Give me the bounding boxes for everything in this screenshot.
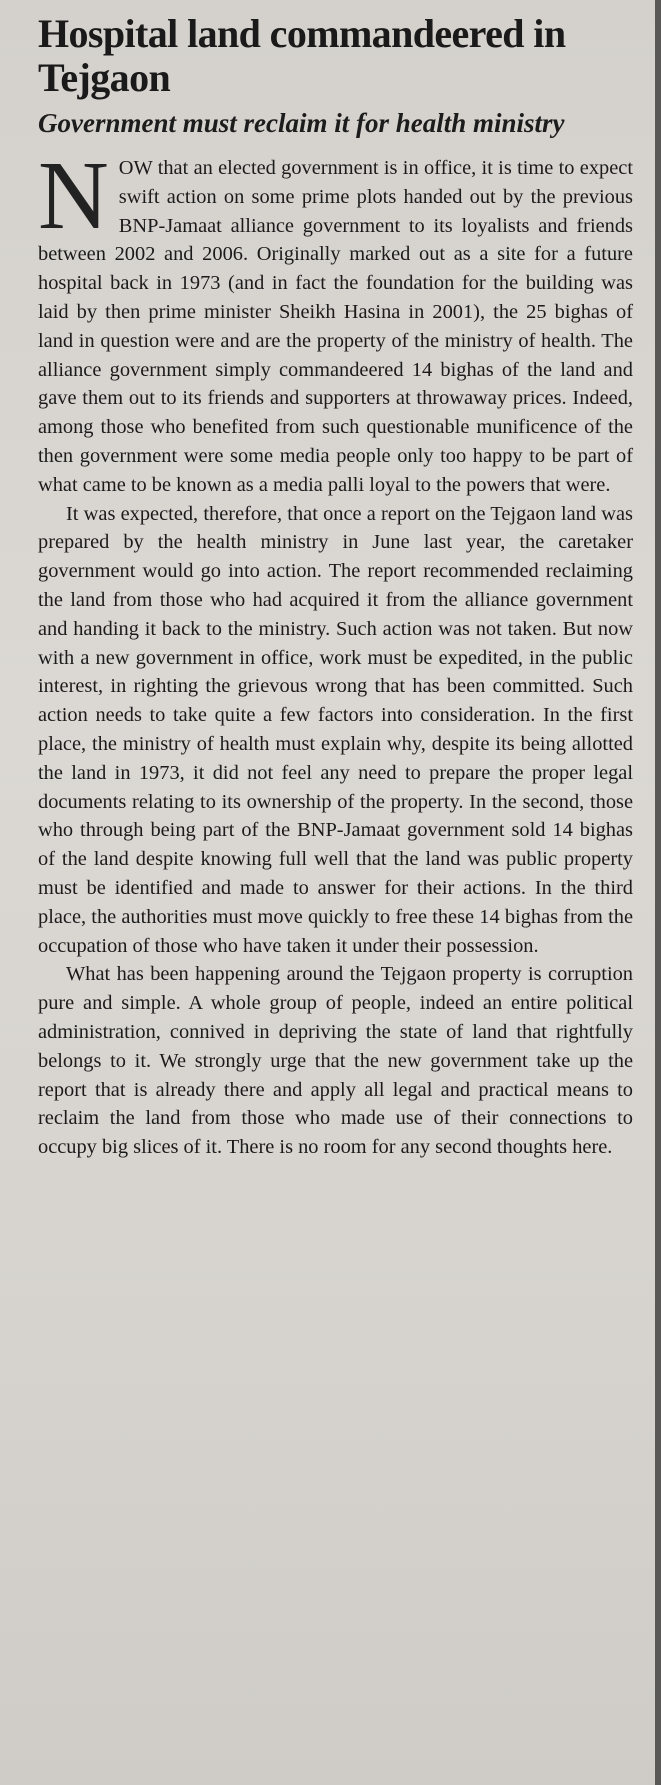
column-rule [655,0,661,1785]
paragraph-3: What has been happening around the Tejgaon property is corruption pure and simple. A whole group of people, indeed an entire political administration, connived in depriving the state of land that rightfully belongs to it. We strongly urge that the new government take up the report that is already there and apply all legal and practical means to reclaim the land from those who made use of their connections to occupy big slices of it. There is no room for any second thoughts here. [38,963,633,1159]
paragraph-1 [38,142,633,500]
subheadline: Government must reclaim it for health ministry [38,108,565,138]
article-body [38,142,633,1162]
paragraph-2: It was expected, therefore, that once a report on the Tejgaon land was prepared by the health ministry in June last year, the caretaker government would go into action. The report recommended reclaiming the land from those who had acquired it from the alliance government and handing it back to the ministry. Such action was not taken. But now with a new government in office, work must be expedited, in the public interest, in righting the grievous wrong that has been committed. Such action needs to take quite a few factors into consideration. In the first place, the ministry of health must explain why, despite its being allotted the land in 1973, it did not feel any need to prepare the proper legal documents relating to its ownership of the property. In the second, those who through being part of the BNP-Jamaat government sold 14 bighas of the land despite knowing full well that the land was public property must be identified and made to answer for their actions. In the third place, the authorities must move quickly to free these 14 bighas from the occupation of those who have taken it under their possession. [38,502,633,957]
paragraph-1-text: OW that an elected government is in office, it is time to expect swift action on some prime plots handed out by the previous BNP-Jamaat alliance government to its loyalists and friends between 2002 and 2006. Originally marked out as a site for a future hospital back in 1973 (and in fact the foundation for the building was laid by then prime minister Sheikh Hasina in 2001), the 25 bighas of land in question were and are the property of the ministry of health. The alliance government simply commandeered 14 bighas of the land and gave them out to its friends and supporters at throwaway prices. Indeed, among those who benefited from such questionable munificence of the then government were some media people only too happy to be part of what came to be known as a media palli loyal to the powers that were. [38,157,633,496]
drop-cap: N [38,142,109,250]
headline: Hospital land commandeered in Tejgaon [38,11,566,100]
